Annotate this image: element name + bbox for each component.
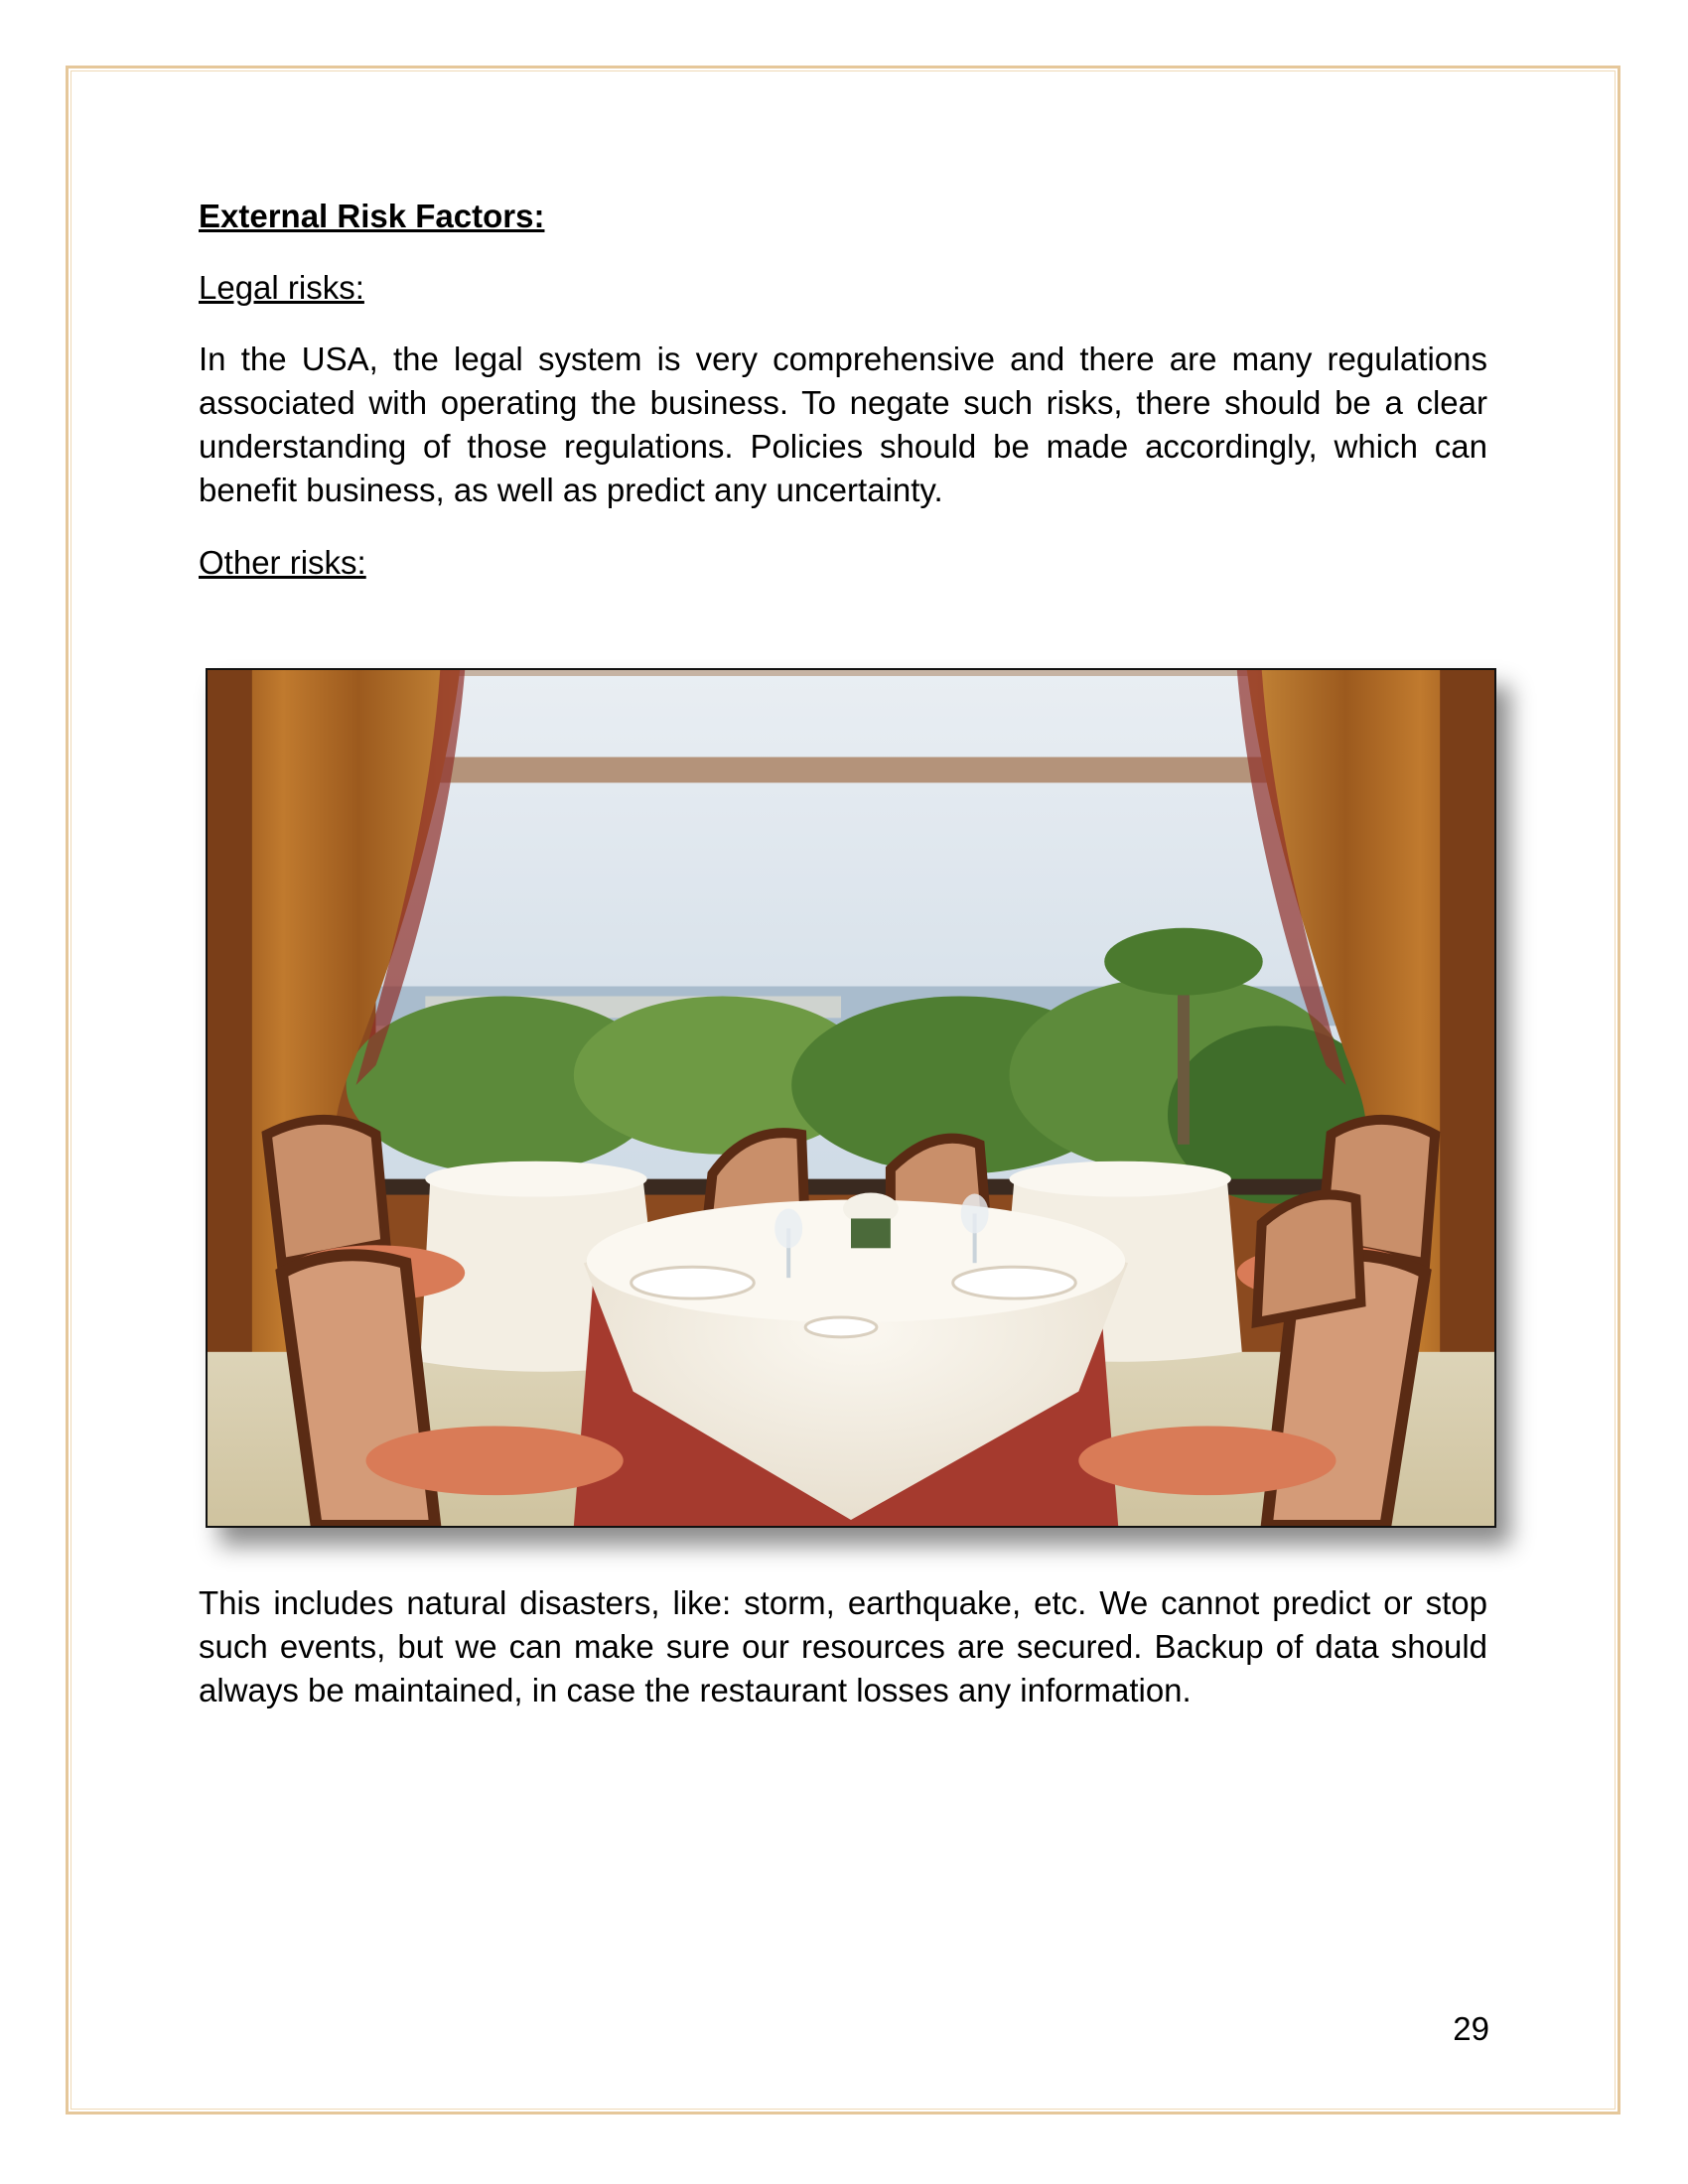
legal-risks-label: Legal risks: bbox=[199, 269, 364, 306]
other-risks-body bbox=[199, 1581, 1487, 1712]
restaurant-photo-illustration bbox=[208, 670, 1494, 1526]
section-heading: External Risk Factors: bbox=[199, 198, 545, 234]
legal-risks-body bbox=[199, 338, 1487, 512]
other-risks-paragraph: This includes natural disasters, like: storm, earthquake, etc. We cannot predict or stop such events, but we can make sure our resources are secured. Backup of data should always be maintained, in case the restaurant losses any information. bbox=[199, 1584, 1487, 1708]
page-number: 29 bbox=[1453, 2010, 1489, 2047]
legal-risks-paragraph: In the USA, the legal system is very comprehensive and there are many regulations associated with operating the business. To negate such risks, there should be a clear understanding of those regulations. Policies should be made accordingly, which can benefit business, as well as predict any uncertainty. bbox=[199, 341, 1487, 508]
other-risks-label: Other risks: bbox=[199, 544, 366, 581]
section-heading-block bbox=[199, 195, 1487, 238]
legal-risks-block bbox=[199, 266, 1487, 310]
restaurant-photo bbox=[206, 668, 1496, 1528]
other-risks-block bbox=[199, 541, 1487, 585]
